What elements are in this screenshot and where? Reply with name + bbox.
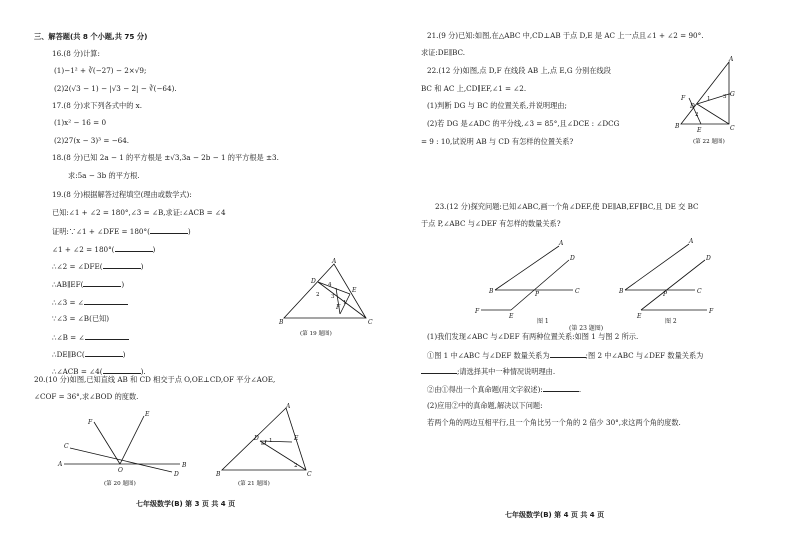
fig22-segment-dc — [697, 104, 729, 124]
fig23-1-label-p: P — [535, 291, 540, 298]
q17-part1: (1)x² − 16 = 0 — [54, 118, 107, 127]
q17-part2: (2)27(x − 3)³ = −64. — [54, 136, 130, 145]
fig21-label-d: D — [254, 435, 259, 442]
fig19-label-c: C — [368, 319, 373, 326]
fig19-label-d: D — [311, 278, 316, 285]
fig22-label-d: D — [690, 103, 695, 110]
fig20-label-f: F — [88, 419, 93, 426]
q21-line2: 求证:DE∥BC. — [421, 48, 466, 57]
fig19-caption: (第 19 题图) — [300, 331, 332, 337]
fig20-ray-of — [94, 422, 120, 464]
figure-19 — [276, 258, 386, 338]
fig23-2-label-e: E — [637, 313, 642, 320]
fig20-label-o: O — [118, 467, 123, 474]
fig20-ray-oe — [120, 416, 144, 464]
fig21-label-b: B — [216, 471, 221, 478]
fig19-label-e: E — [352, 287, 357, 294]
fig23-1-caption: 图 1 — [537, 318, 549, 325]
q23-p2: ①图 1 中∠ABC 与∠DEF 数量关系为 ;图 2 中∠ABC 与∠DEF 数量关系为 — [427, 351, 704, 360]
fig19-segment-de — [318, 282, 350, 294]
q19-step5: ∴∠3 = ∠ — [52, 297, 128, 307]
right-footer: 七年级数学(B) 第 4 页 共 4 页 — [505, 511, 605, 519]
q19-step8: ∴DE∥BC( ) — [52, 350, 126, 359]
fig20-label-d: D — [174, 471, 179, 478]
fig21-angle-1: 1 — [269, 438, 273, 444]
fig22-triangle — [681, 62, 729, 124]
q17-title: 17.(8 分)求下列各式中的 x. — [52, 101, 143, 110]
fig21-caption: (第 21 题图) — [238, 481, 270, 487]
q20-line1: 20.(10 分)如图,已知直线 AB 和 CD 相交于点 O,OE⊥CD,OF 平分∠AOE, — [34, 375, 276, 384]
figure-23-2 — [611, 238, 721, 322]
fig22-label-c: C — [730, 125, 735, 132]
fig23-1-label-e: E — [509, 313, 514, 320]
fig23-2-label-c: C — [697, 288, 702, 295]
fig20-label-e: E — [145, 411, 150, 418]
q23-p6: 若两个角的两边互相平行,且一个角比另一个角的 2 倍少 30°,求这两个角的度数. — [427, 418, 681, 427]
fig23-2-label-d: D — [706, 255, 711, 262]
left-footer: 七年级数学(B) 第 3 页 共 4 页 — [136, 500, 236, 508]
fig21-label-a: A — [286, 403, 291, 410]
q22-line4: (2)若 DG 是∠ADC 的平分线,∠3 = 85°,且∠DCE : ∠DCG — [427, 119, 620, 128]
q19-step6: ∵∠3 = ∠B(已知) — [52, 314, 110, 323]
fig20-label-b: B — [182, 462, 187, 469]
q19-step3: ∴∠2 = ∠DFE( ) — [52, 262, 144, 271]
figure-20 — [56, 408, 196, 490]
fig23-1-ray-ed — [511, 260, 569, 310]
q23-p4: ②由①得出一个真命题(用文字叙述): . — [427, 385, 582, 394]
q16-title: 16.(8 分)计算: — [52, 49, 100, 58]
q23-p5: (2)应用②中的真命题,解决以下问题: — [427, 401, 543, 410]
fig23-1-ray-ba — [495, 246, 559, 290]
fig22-label-g: G — [730, 91, 735, 98]
right-page — [397, 0, 794, 557]
fig23-caption: (第 23 题图) — [569, 325, 604, 332]
q19-step1: 证明:∵∠1 + ∠DFE = 180°( ) — [52, 227, 191, 236]
q16-part1: (1)−1² + ∛(−27) − 2×√9; — [54, 66, 147, 75]
fig22-label-f: F — [681, 95, 686, 102]
fig23-1-label-a: A — [559, 240, 564, 247]
fig20-label-a: A — [58, 461, 63, 468]
fig21-angle-2: 2 — [294, 463, 298, 469]
fig23-2-caption: 图 2 — [665, 318, 677, 325]
fig19-angle-3: 3 — [331, 294, 335, 300]
q19-step2: ∠1 + ∠2 = 180°( ) — [52, 245, 156, 254]
fig19-label-f: F — [336, 304, 341, 311]
fig23-1-label-d: D — [570, 255, 575, 262]
fig21-label-c: C — [307, 471, 312, 478]
fig21-label-e: E — [294, 435, 299, 442]
fig20-label-c: C — [64, 443, 69, 450]
fig22-label-e: E — [697, 127, 702, 134]
fig22-caption: (第 22 题图) — [693, 139, 725, 145]
fig23-2-label-a: A — [689, 238, 694, 245]
fig23-2-label-b: B — [619, 288, 624, 295]
q19-given: 已知:∠1 + ∠2 = 180°,∠3 = ∠B,求证:∠ACB = ∠4 — [52, 208, 226, 217]
fig22-angle-2: 2 — [695, 112, 699, 118]
fig22-angle-3: 3 — [723, 94, 727, 100]
fig19-segment-dc — [318, 282, 366, 318]
q18-title: 18.(8 分)已知 2a − 1 的平方根是 ±√3,3a − 2b − 1 的平方根是 ±3. — [52, 153, 279, 162]
figure-21 — [214, 404, 314, 490]
q23-p1: (1)我们发现∠ABC 与∠DEF 有两种位置关系:如图 1 与图 2 所示. — [427, 332, 639, 341]
q22-line5: = 9 : 10,试说明 AB 与 CD 有怎样的位置关系? — [421, 137, 574, 146]
fig23-1-label-c: C — [575, 288, 580, 295]
q23-line1: 23.(12 分)探究问题:已知∠ABC,画一个角∠DEF,使 DE∥AB,EF∥BC,且 DE 交 BC — [435, 202, 699, 211]
q18-ask: 求:5a − 3b 的平方根. — [68, 171, 140, 180]
fig21-segment-de — [260, 441, 292, 442]
fig19-angle-2: 2 — [316, 292, 320, 298]
fig19-label-b: B — [279, 319, 284, 326]
figure-23-1 — [475, 238, 583, 322]
q22-line2: BC 和 AC 上,CD∥EF,∠1 = ∠2. — [421, 84, 527, 93]
q19-title: 19.(8 分)根据解答过程填空(理由或数学式): — [52, 190, 192, 199]
fig22-label-b: B — [675, 123, 680, 130]
fig22-angle-1: 1 — [707, 96, 711, 102]
q22-line1: 22.(12 分)如图,点 D,F 在线段 AB 上,点 E,G 分别在线段 — [427, 66, 611, 75]
q21-line1: 21.(9 分)已知:如图,在△ABC 中,CD⊥AB 于点 D,E 是 AC 上一点且∠1 + ∠2 = 90°. — [427, 31, 704, 40]
q20-line2: ∠COF = 36°,求∠BOD 的度数. — [34, 392, 139, 401]
q16-part2: (2)2(√3 − 1) − |√3 − 2| − ∛(−64). — [54, 84, 177, 93]
q19-step9: ∴∠ACB = ∠4( ). — [52, 367, 146, 376]
fig19-angle-4: 4 — [328, 282, 332, 288]
fig23-1-label-f: F — [475, 308, 480, 315]
figure-22 — [673, 52, 783, 148]
fig20-caption: (第 20 题图) — [104, 481, 136, 487]
section-heading: 三、解答题(共 8 个小题,共 75 分) — [34, 32, 148, 41]
fig23-2-label-f: F — [709, 308, 714, 315]
fig22-label-a: A — [729, 56, 734, 63]
q19-step7: ∴∠B = ∠ — [52, 332, 129, 342]
fig23-2-ray-ed — [641, 260, 705, 310]
fig23-1-label-b: B — [489, 288, 494, 295]
fig23-2-label-p: P — [663, 291, 668, 298]
fig19-angle-1: 1 — [343, 300, 347, 306]
fig19-label-a: A — [332, 258, 337, 265]
q23-p3: ;请选择其中一种情况说明理由. — [421, 366, 555, 376]
q19-step4: ∴AB∥EF( ) — [52, 280, 125, 289]
fig21-segment-cd — [260, 441, 306, 470]
q22-line3: (1)判断 DG 与 BC 的位置关系,并说明理由; — [427, 101, 567, 110]
fig23-2-ray-ba — [625, 244, 689, 290]
q23-line2: 于点 P,∠ABC 与∠DEF 有怎样的数量关系? — [421, 219, 561, 228]
